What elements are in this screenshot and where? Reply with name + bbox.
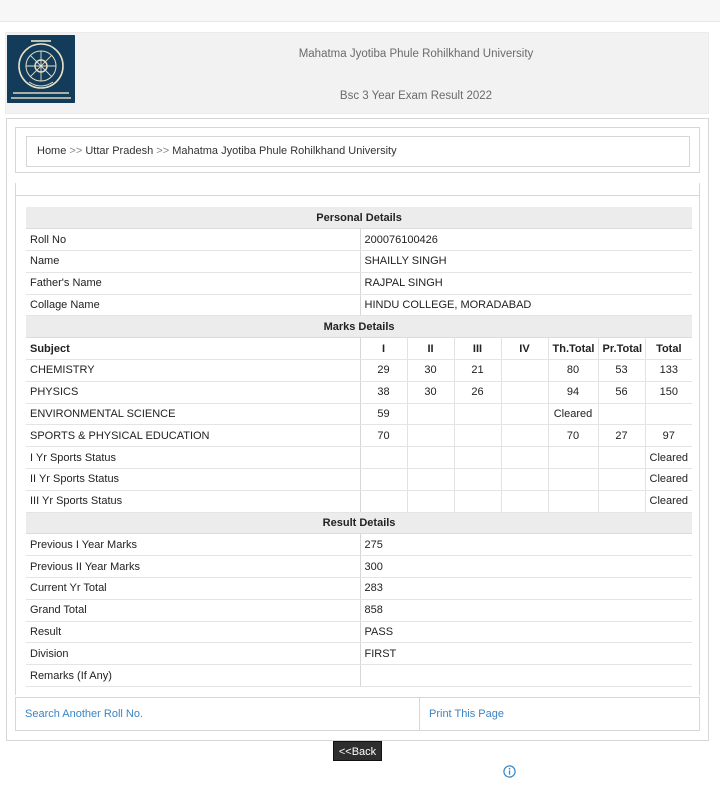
mark-cell (454, 469, 501, 491)
mark-cell: 56 (598, 381, 645, 403)
breadcrumb-university[interactable]: Mahatma Jyotiba Phule Rohilkhand University (172, 145, 397, 157)
marks-details-header (26, 316, 692, 338)
personal-row (26, 272, 692, 294)
column-header: Total (645, 338, 692, 360)
field-label: Current Yr Total (26, 578, 360, 600)
field-label: Collage Name (26, 294, 360, 316)
mark-cell: 70 (548, 425, 598, 447)
mark-cell (454, 490, 501, 512)
result-row (26, 643, 692, 665)
personal-row (26, 229, 692, 251)
personal-row (26, 251, 692, 273)
field-label: Remarks (If Any) (26, 665, 360, 687)
mark-cell (501, 490, 548, 512)
mark-cell (645, 403, 692, 425)
subject-cell: ENVIRONMENTAL SCIENCE (26, 403, 360, 425)
field-label: Roll No (26, 229, 360, 251)
mark-cell (501, 447, 548, 469)
mark-cell (548, 447, 598, 469)
mark-cell (501, 403, 548, 425)
column-header: II (407, 338, 454, 360)
mark-cell: 30 (407, 360, 454, 382)
subject-cell: II Yr Sports Status (26, 469, 360, 491)
mark-cell (548, 490, 598, 512)
marks-row (26, 425, 692, 447)
breadcrumb (26, 136, 690, 167)
mark-cell: 133 (645, 360, 692, 382)
field-value (360, 665, 692, 687)
results-panel (15, 195, 700, 695)
mark-cell (407, 447, 454, 469)
mark-cell (501, 425, 548, 447)
column-header: I (360, 338, 407, 360)
page-header (5, 32, 709, 114)
mark-cell (548, 469, 598, 491)
result-row (26, 665, 692, 687)
mark-cell (360, 469, 407, 491)
column-header: III (454, 338, 501, 360)
back-button[interactable]: <<Back (333, 741, 382, 761)
column-header: Subject (26, 338, 360, 360)
sports-status: Cleared (645, 469, 692, 491)
breadcrumb-separator: >> (69, 145, 83, 157)
section-title: Marks Details (26, 316, 692, 338)
mark-cell: 94 (548, 381, 598, 403)
field-label: Name (26, 251, 360, 273)
mark-cell (407, 425, 454, 447)
mark-cell: 21 (454, 360, 501, 382)
field-label: Previous II Year Marks (26, 556, 360, 578)
breadcrumb-home[interactable]: Home (37, 145, 67, 157)
field-value: PASS (360, 621, 692, 643)
column-header: IV (501, 338, 548, 360)
mark-cell (454, 403, 501, 425)
sports-row (26, 469, 692, 491)
mark-cell (501, 469, 548, 491)
field-value: 275 (360, 534, 692, 556)
mark-cell (454, 447, 501, 469)
action-links (15, 697, 700, 731)
mark-cell (360, 490, 407, 512)
field-label: Division (26, 643, 360, 665)
section-title: Result Details (26, 512, 692, 534)
mark-cell: 29 (360, 360, 407, 382)
field-value: FIRST (360, 643, 692, 665)
field-value: RAJPAL SINGH (360, 272, 692, 294)
breadcrumb-box (15, 127, 700, 173)
sports-row (26, 447, 692, 469)
university-seal-icon (7, 35, 75, 103)
section-title: Personal Details (26, 207, 692, 229)
field-value: SHAILLY SINGH (360, 251, 692, 273)
result-container (6, 118, 709, 741)
university-title: Mahatma Jyotiba Phule Rohilkhand University (298, 48, 534, 60)
sports-status: Cleared (645, 490, 692, 512)
result-details-header (26, 512, 692, 534)
subject-cell: PHYSICS (26, 381, 360, 403)
result-table (26, 207, 692, 687)
mark-cell (407, 469, 454, 491)
subject-cell: III Yr Sports Status (26, 490, 360, 512)
search-another-roll-link[interactable]: Search Another Roll No. (16, 698, 420, 730)
mark-cell: 59 (360, 403, 407, 425)
exam-title: Bsc 3 Year Exam Result 2022 (339, 90, 493, 102)
mark-cell (407, 403, 454, 425)
mark-cell: Cleared (548, 403, 598, 425)
marks-row (26, 381, 692, 403)
mark-cell: 38 (360, 381, 407, 403)
mark-cell: 150 (645, 381, 692, 403)
mark-cell (598, 447, 645, 469)
mark-cell: 97 (645, 425, 692, 447)
mark-cell (501, 381, 548, 403)
mark-cell (454, 425, 501, 447)
breadcrumb-separator: >> (156, 145, 170, 157)
info-icon[interactable] (503, 765, 516, 778)
mark-cell: 80 (548, 360, 598, 382)
print-page-link[interactable]: Print This Page (429, 708, 505, 720)
field-label: Result (26, 621, 360, 643)
browser-top-strip (0, 0, 720, 22)
marks-row (26, 403, 692, 425)
personal-row (26, 294, 692, 316)
mark-cell: 53 (598, 360, 645, 382)
subject-cell: SPORTS & PHYSICAL EDUCATION (26, 425, 360, 447)
column-header: Th.Total (548, 338, 598, 360)
field-value: HINDU COLLEGE, MORADABAD (360, 294, 692, 316)
result-row (26, 599, 692, 621)
subject-cell: CHEMISTRY (26, 360, 360, 382)
sports-status: Cleared (645, 447, 692, 469)
mark-cell: 26 (454, 381, 501, 403)
mark-cell: 27 (598, 425, 645, 447)
field-label: Previous I Year Marks (26, 534, 360, 556)
result-row (26, 578, 692, 600)
personal-details-header (26, 207, 692, 229)
field-value: 200076100426 (360, 229, 692, 251)
breadcrumb-state[interactable]: Uttar Pradesh (85, 145, 154, 157)
result-row (26, 556, 692, 578)
result-row (26, 534, 692, 556)
result-row (26, 621, 692, 643)
mark-cell (598, 490, 645, 512)
field-value: 858 (360, 599, 692, 621)
field-label: Father's Name (26, 272, 360, 294)
marks-row (26, 360, 692, 382)
sports-row (26, 490, 692, 512)
column-header: Pr.Total (598, 338, 645, 360)
marks-column-headers (26, 338, 692, 360)
field-value: 283 (360, 578, 692, 600)
mark-cell (360, 447, 407, 469)
mark-cell (407, 490, 454, 512)
subject-cell: I Yr Sports Status (26, 447, 360, 469)
field-value: 300 (360, 556, 692, 578)
mark-cell: 70 (360, 425, 407, 447)
mark-cell (501, 360, 548, 382)
field-label: Grand Total (26, 599, 360, 621)
mark-cell (598, 403, 645, 425)
mark-cell (598, 469, 645, 491)
mark-cell: 30 (407, 381, 454, 403)
